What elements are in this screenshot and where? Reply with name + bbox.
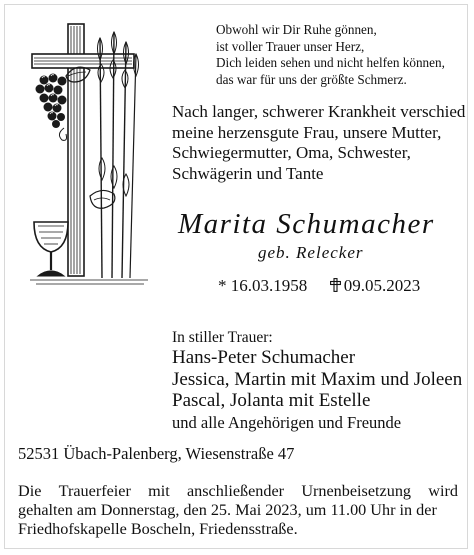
notice-line-2: gehalten am Donnerstag, den 25. Mai 2023, um 11.00 Uhr in der [18, 500, 437, 519]
poem-line: das war für uns der größte Schmerz. [216, 71, 407, 87]
poem-line: Dich leiden sehen und nicht helfen können, [216, 55, 445, 71]
notice-word: Trauerfeier [58, 482, 131, 500]
deceased-name: Marita Schumacher [178, 208, 435, 240]
mourner-name: Hans-Peter Schumacher [172, 347, 356, 368]
funeral-notice [18, 482, 458, 538]
cross-grapes-wheat-chalice-icon [28, 18, 154, 288]
mourner-name: Pascal, Jolanta mit Estelle [172, 390, 371, 411]
life-dates [218, 276, 420, 296]
birth-date: * 16.03.1958 [218, 276, 308, 295]
mourners-closing: und alle Angehörigen und Freunde [172, 412, 402, 432]
mourner-name: Jessica, Martin mit Maxim und Joleen [172, 368, 463, 390]
family-address: 52531 Übach-Palenberg, Wiesenstraße 47 [18, 444, 295, 463]
poem-line: Obwohl wir Dir Ruhe gönnen, [216, 22, 377, 37]
notice-word: mit [148, 482, 170, 500]
intro-line: Nach langer, schwerer Krankheit verschied [172, 102, 466, 121]
intro-line: Schwägerin und Tante [172, 163, 324, 183]
notice-line-3: Friedhofskapelle Boscheln, Friedensstraße. [18, 519, 298, 538]
notice-word: anschließender [186, 482, 285, 500]
intro-line: meine herzensgute Frau, unsere Mutter, [172, 122, 442, 142]
death-date: 09.05.2023 [343, 276, 421, 295]
cross-symbol-icon [330, 278, 341, 292]
intro-text [172, 102, 466, 184]
mourners-heading: In stiller Trauer: [172, 329, 273, 346]
notice-word: wird [428, 482, 458, 500]
notice-word: Die [18, 482, 42, 500]
maiden-name: geb. Relecker [258, 243, 364, 262]
intro-line: Schwiegermutter, Oma, Schwester, [172, 143, 411, 162]
poem-verse [216, 22, 456, 88]
notice-word: Urnenbeisetzung [301, 482, 412, 500]
notice-line-1 [18, 482, 458, 501]
poem-line: ist voller Trauer unser Herz, [216, 38, 365, 54]
mourners-block [172, 328, 467, 434]
